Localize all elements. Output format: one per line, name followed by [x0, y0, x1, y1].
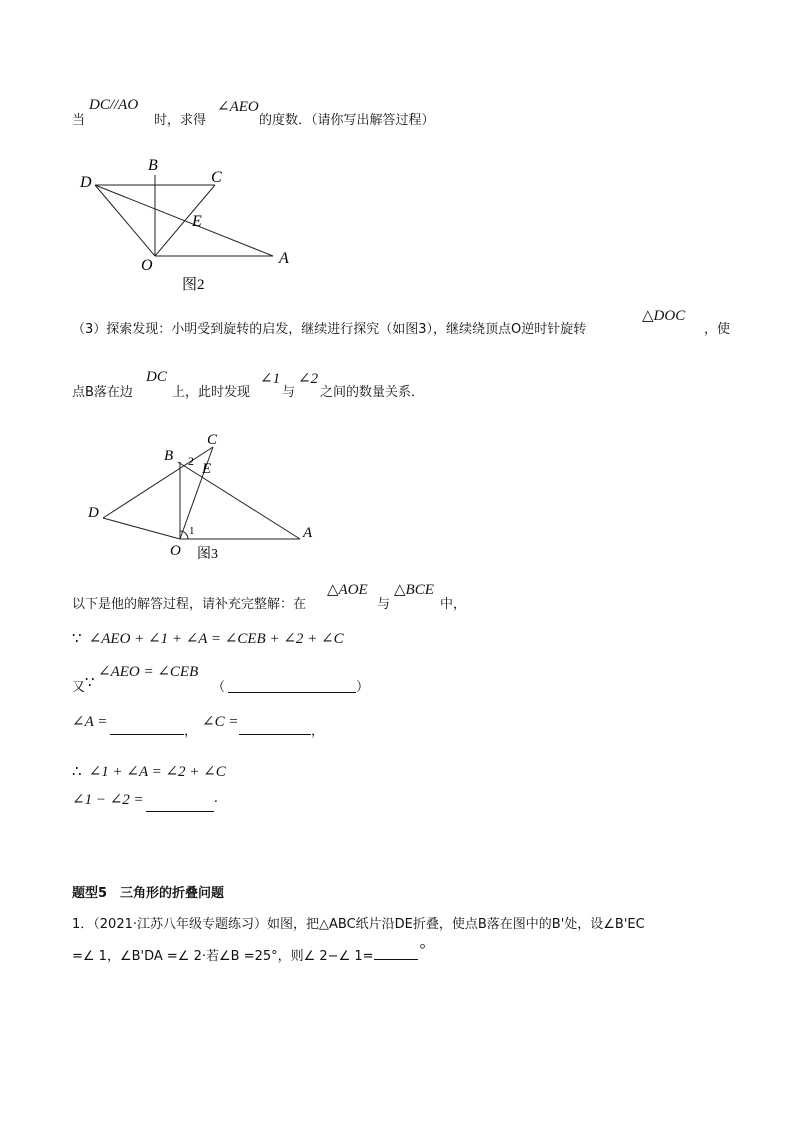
- part2-math-dc-parallel-ao: DC//AO: [89, 97, 139, 113]
- section5-heading: 题型5 三角形的折叠问题: [72, 886, 225, 901]
- part3-text-explore: （3）探索发现：小明受到旋转的启发，继续进行探究（如图3），继续绕顶点O逆时针旋转: [72, 322, 587, 337]
- angle-c-blank[interactable]: [239, 716, 311, 735]
- fig3-label-a: A: [303, 525, 313, 541]
- part3-line2: [72, 369, 572, 399]
- fig2-label-d: D: [80, 174, 92, 191]
- part3-line1: [72, 306, 732, 336]
- also-expression: ∠AEO = ∠CEB: [98, 664, 199, 680]
- fig2-label-o: O: [141, 257, 153, 274]
- reason-blank[interactable]: [228, 676, 356, 693]
- part3-text-make: ，使: [704, 322, 731, 337]
- part3-text-relation: 之间的数量关系．: [320, 385, 425, 400]
- angles-comma1: ，: [184, 724, 198, 739]
- fig3-label-e: E: [202, 461, 212, 477]
- diff-blank[interactable]: [146, 794, 214, 812]
- because-symbol: ∵: [72, 631, 82, 647]
- fig3-label-c: C: [207, 432, 218, 448]
- also-paren-close: ）: [356, 680, 370, 695]
- part3-math-angle1: ∠1: [260, 371, 281, 387]
- diff-period: .: [214, 790, 218, 806]
- part3-math-triangle-doc: △DOC: [642, 308, 686, 324]
- therefore-expression: ∠1 + ∠A = ∠2 + ∠C: [88, 764, 226, 780]
- solution-math-triangle-aoe: △AOE: [327, 582, 368, 598]
- figure-3: [0, 400, 800, 570]
- because-expression: ∠AEO + ∠1 + ∠A = ∠CEB + ∠2 + ∠C: [88, 631, 344, 647]
- part2-text-instructions: 的度数．（请你写出解答过程）: [259, 113, 435, 128]
- solution-intro: [72, 580, 492, 610]
- fig2-label-c: C: [211, 169, 222, 186]
- section5-q1-line1: 1．（2021·江苏八年级专题练习）如图，把△ABC纸片沿DE折叠，使点B落在图中的B'处，设∠B'EC: [72, 917, 645, 932]
- solution-math-triangle-bce: △BCE: [394, 582, 434, 598]
- angle-a-blank[interactable]: [110, 716, 184, 735]
- angle-c-label: ∠C =: [202, 714, 239, 730]
- part2-text-find: 时，求得: [154, 113, 207, 128]
- solution-diff-line: [72, 790, 242, 820]
- fig3-label-b: B: [164, 448, 174, 464]
- fig2-label-e: E: [192, 213, 202, 230]
- fig2-label-a: A: [279, 250, 289, 267]
- fig3-caption: 图3: [197, 547, 218, 562]
- solution-therefore-line: [72, 762, 226, 781]
- figure-2: [0, 0, 800, 300]
- diff-expression: ∠1 − ∠2 =: [72, 792, 144, 808]
- part3-text-found: 上，此时发现: [172, 385, 251, 400]
- solution-text-and: 与: [377, 597, 391, 612]
- fig3-label-o: O: [170, 543, 181, 559]
- also-because-symbol: ∵: [85, 675, 95, 691]
- fig3-label-angle2: 2: [188, 454, 194, 468]
- q1-line2-text: =∠ 1，∠B'DA =∠ 2·若∠B =25°，则∠ 2−∠ 1=: [72, 949, 374, 964]
- fig2-label-b: B: [148, 157, 158, 174]
- fig2-caption: 图2: [182, 277, 205, 293]
- solution-also-line: [72, 662, 392, 695]
- q1-degree-symbol: °: [419, 942, 426, 958]
- section5-q1-line2: [72, 942, 426, 964]
- solution-intro-text: 以下是他的解答过程，请补充完整解：在: [72, 597, 307, 612]
- q1-answer-blank[interactable]: [374, 945, 418, 960]
- part3-math-angle2: ∠2: [298, 371, 319, 387]
- angles-comma2: ，: [311, 724, 325, 739]
- part3-text-and: 与: [282, 385, 296, 400]
- part2-math-angle-aeo: ∠AEO: [217, 99, 259, 115]
- solution-angles-line: [72, 712, 352, 742]
- also-paren-open: （: [212, 680, 226, 695]
- part3-text-point-b: 点B落在边: [72, 385, 133, 400]
- part2-text-when: 当: [72, 113, 86, 128]
- angle-a-label: ∠A =: [72, 714, 108, 730]
- therefore-symbol: ∴: [72, 764, 82, 780]
- solution-text-in: 中，: [440, 597, 467, 612]
- part3-math-dc: DC: [146, 369, 167, 385]
- also-text: 又: [72, 680, 86, 695]
- fig3-label-d: D: [88, 505, 99, 521]
- fig3-label-angle1: 1: [189, 525, 195, 537]
- solution-because-line: [72, 629, 344, 648]
